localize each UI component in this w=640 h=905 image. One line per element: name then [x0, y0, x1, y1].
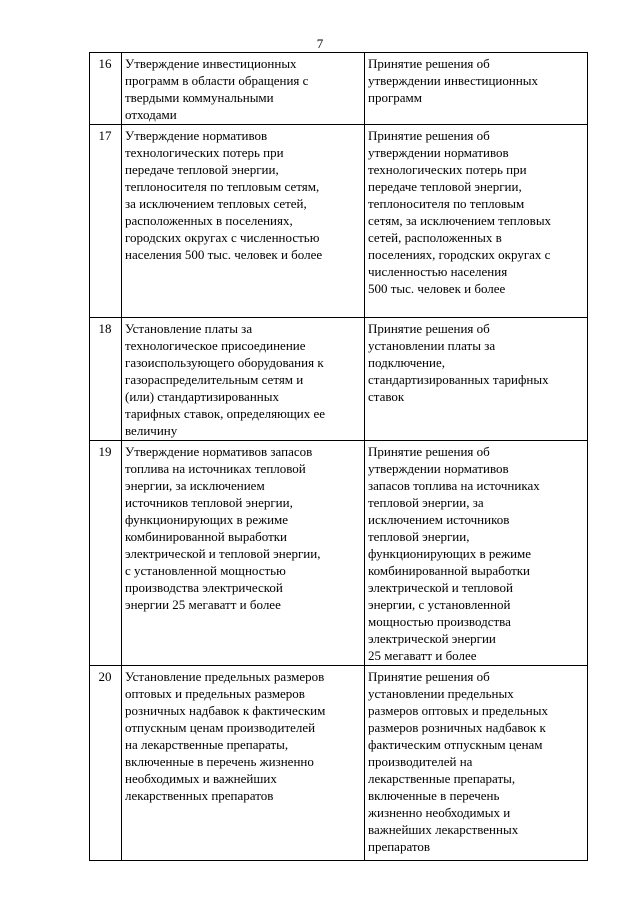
page-number: 7 [316, 36, 324, 51]
text-line: Принятие решения об [368, 56, 490, 71]
row-number: 20 [90, 666, 122, 861]
text-line: за исключением тепловых сетей, [125, 196, 307, 211]
text-line: энергии, за исключением [125, 478, 265, 493]
text-line: теплоносителя по тепловым [368, 196, 525, 211]
text-line: передаче тепловой энергии, [125, 162, 279, 177]
text-line: 500 тыс. человек и более [368, 281, 506, 296]
decision-cell [365, 125, 588, 318]
text-line: утверждении нормативов [368, 461, 509, 476]
text-line: исключением источников [368, 512, 510, 527]
text-line: технологическое присоединение [125, 338, 306, 353]
text-line: стандартизированных тарифных [368, 372, 549, 387]
text-line: численностью населения [368, 264, 508, 279]
text-line: Принятие решения об [368, 669, 490, 684]
text-line: Утверждение нормативов [125, 128, 268, 143]
decision-cell [365, 53, 588, 125]
text-line: поселениях, городских округах с [368, 247, 551, 262]
table-row [90, 318, 588, 441]
text-line: Принятие решения об [368, 321, 490, 336]
power-description-cell [122, 53, 365, 125]
text-line: электрической энергии [368, 631, 496, 646]
text-line: сетей, расположенных в [368, 230, 502, 245]
text-line: твердыми коммунальными [125, 90, 274, 105]
text-line: подключение, [368, 355, 445, 370]
text-line: газораспределительным сетям и [125, 372, 304, 387]
text-line: теплоносителя по тепловым сетям, [125, 179, 320, 194]
text-line: мощностью производства [368, 614, 511, 629]
decision-cell [365, 441, 588, 666]
power-description-cell [122, 318, 365, 441]
power-description-cell [122, 125, 365, 318]
text-line: Установление предельных размеров [125, 669, 325, 684]
text-line: отходами [125, 107, 177, 122]
text-line: 25 мегаватт и более [368, 648, 477, 663]
power-description-cell [122, 666, 365, 861]
text-line: препаратов [368, 839, 431, 854]
text-line: программ [368, 90, 423, 105]
text-line: комбинированной выработки [368, 563, 531, 578]
text-line: Утверждение инвестиционных [125, 56, 297, 71]
text-line: размеров розничных надбавок к [368, 720, 546, 735]
decision-cell [365, 666, 588, 861]
text-line: электрической и тепловой энергии, [125, 546, 321, 561]
table-row [90, 666, 588, 861]
text-line: тепловой энергии, [368, 529, 470, 544]
text-line: Принятие решения об [368, 444, 490, 459]
text-line: размеров оптовых и предельных [368, 703, 548, 718]
text-line: розничных надбавок к фактическим [125, 703, 326, 718]
text-line: утверждении инвестиционных [368, 73, 539, 88]
text-line: установлении платы за [368, 338, 496, 353]
text-line: важнейших лекарственных [368, 822, 519, 837]
row-number: 17 [90, 125, 122, 318]
text-line: топлива на источниках тепловой [125, 461, 306, 476]
text-line: функционирующих в режиме [368, 546, 532, 561]
decision-cell [365, 318, 588, 441]
row-number: 19 [90, 441, 122, 666]
text-line: жизненно необходимых и [368, 805, 511, 820]
text-line: (или) стандартизированных [125, 389, 279, 404]
text-line: тепловой энергии, за [368, 495, 484, 510]
text-line: на лекарственные препараты, [125, 737, 289, 752]
table-row [90, 125, 588, 318]
text-line: лекарственные препараты, [368, 771, 516, 786]
text-line: энергии 25 мегаватт и более [125, 597, 281, 612]
text-line: населения 500 тыс. человек и более [125, 247, 323, 262]
text-line: ставок [368, 389, 405, 404]
powers-table [89, 52, 588, 861]
text-line: лекарственных препаратов [125, 788, 274, 803]
text-line: утверждении нормативов [368, 145, 509, 160]
table-row [90, 53, 588, 125]
text-line: включенные в перечень [368, 788, 500, 803]
text-line: передаче тепловой энергии, [368, 179, 522, 194]
text-line: Установление платы за [125, 321, 253, 336]
text-line: необходимых и важнейших [125, 771, 277, 786]
text-line: Принятие решения об [368, 128, 490, 143]
text-line: включенные в перечень жизненно [125, 754, 314, 769]
text-line: комбинированной выработки [125, 529, 288, 544]
text-line: энергии, с установленной [368, 597, 511, 612]
text-line: фактическим отпускным ценам [368, 737, 543, 752]
power-description-cell [122, 441, 365, 666]
text-line: сетям, за исключением тепловых [368, 213, 552, 228]
text-line: функционирующих в режиме [125, 512, 289, 527]
text-line: источников тепловой энергии, [125, 495, 293, 510]
row-number: 18 [90, 318, 122, 441]
text-line: городских округах с численностью [125, 230, 320, 245]
row-number: 16 [90, 53, 122, 125]
text-line: величину [125, 423, 178, 438]
text-line: технологических потерь при [125, 145, 284, 160]
text-line: с установленной мощностью [125, 563, 286, 578]
text-line: газоиспользующего оборудования к [125, 355, 324, 370]
text-line: тарифных ставок, определяющих ее [125, 406, 326, 421]
text-line: производства электрической [125, 580, 283, 595]
text-line: программ в области обращения с [125, 73, 309, 88]
text-line: электрической и тепловой [368, 580, 513, 595]
text-line: запасов топлива на источниках [368, 478, 540, 493]
text-line: оптовых и предельных размеров [125, 686, 305, 701]
table-row [90, 441, 588, 666]
text-line: технологических потерь при [368, 162, 527, 177]
text-line: расположенных в поселениях, [125, 213, 293, 228]
text-line: производителей на [368, 754, 473, 769]
text-line: отпускным ценам производителей [125, 720, 316, 735]
text-line: Утверждение нормативов запасов [125, 444, 313, 459]
text-line: установлении предельных [368, 686, 514, 701]
